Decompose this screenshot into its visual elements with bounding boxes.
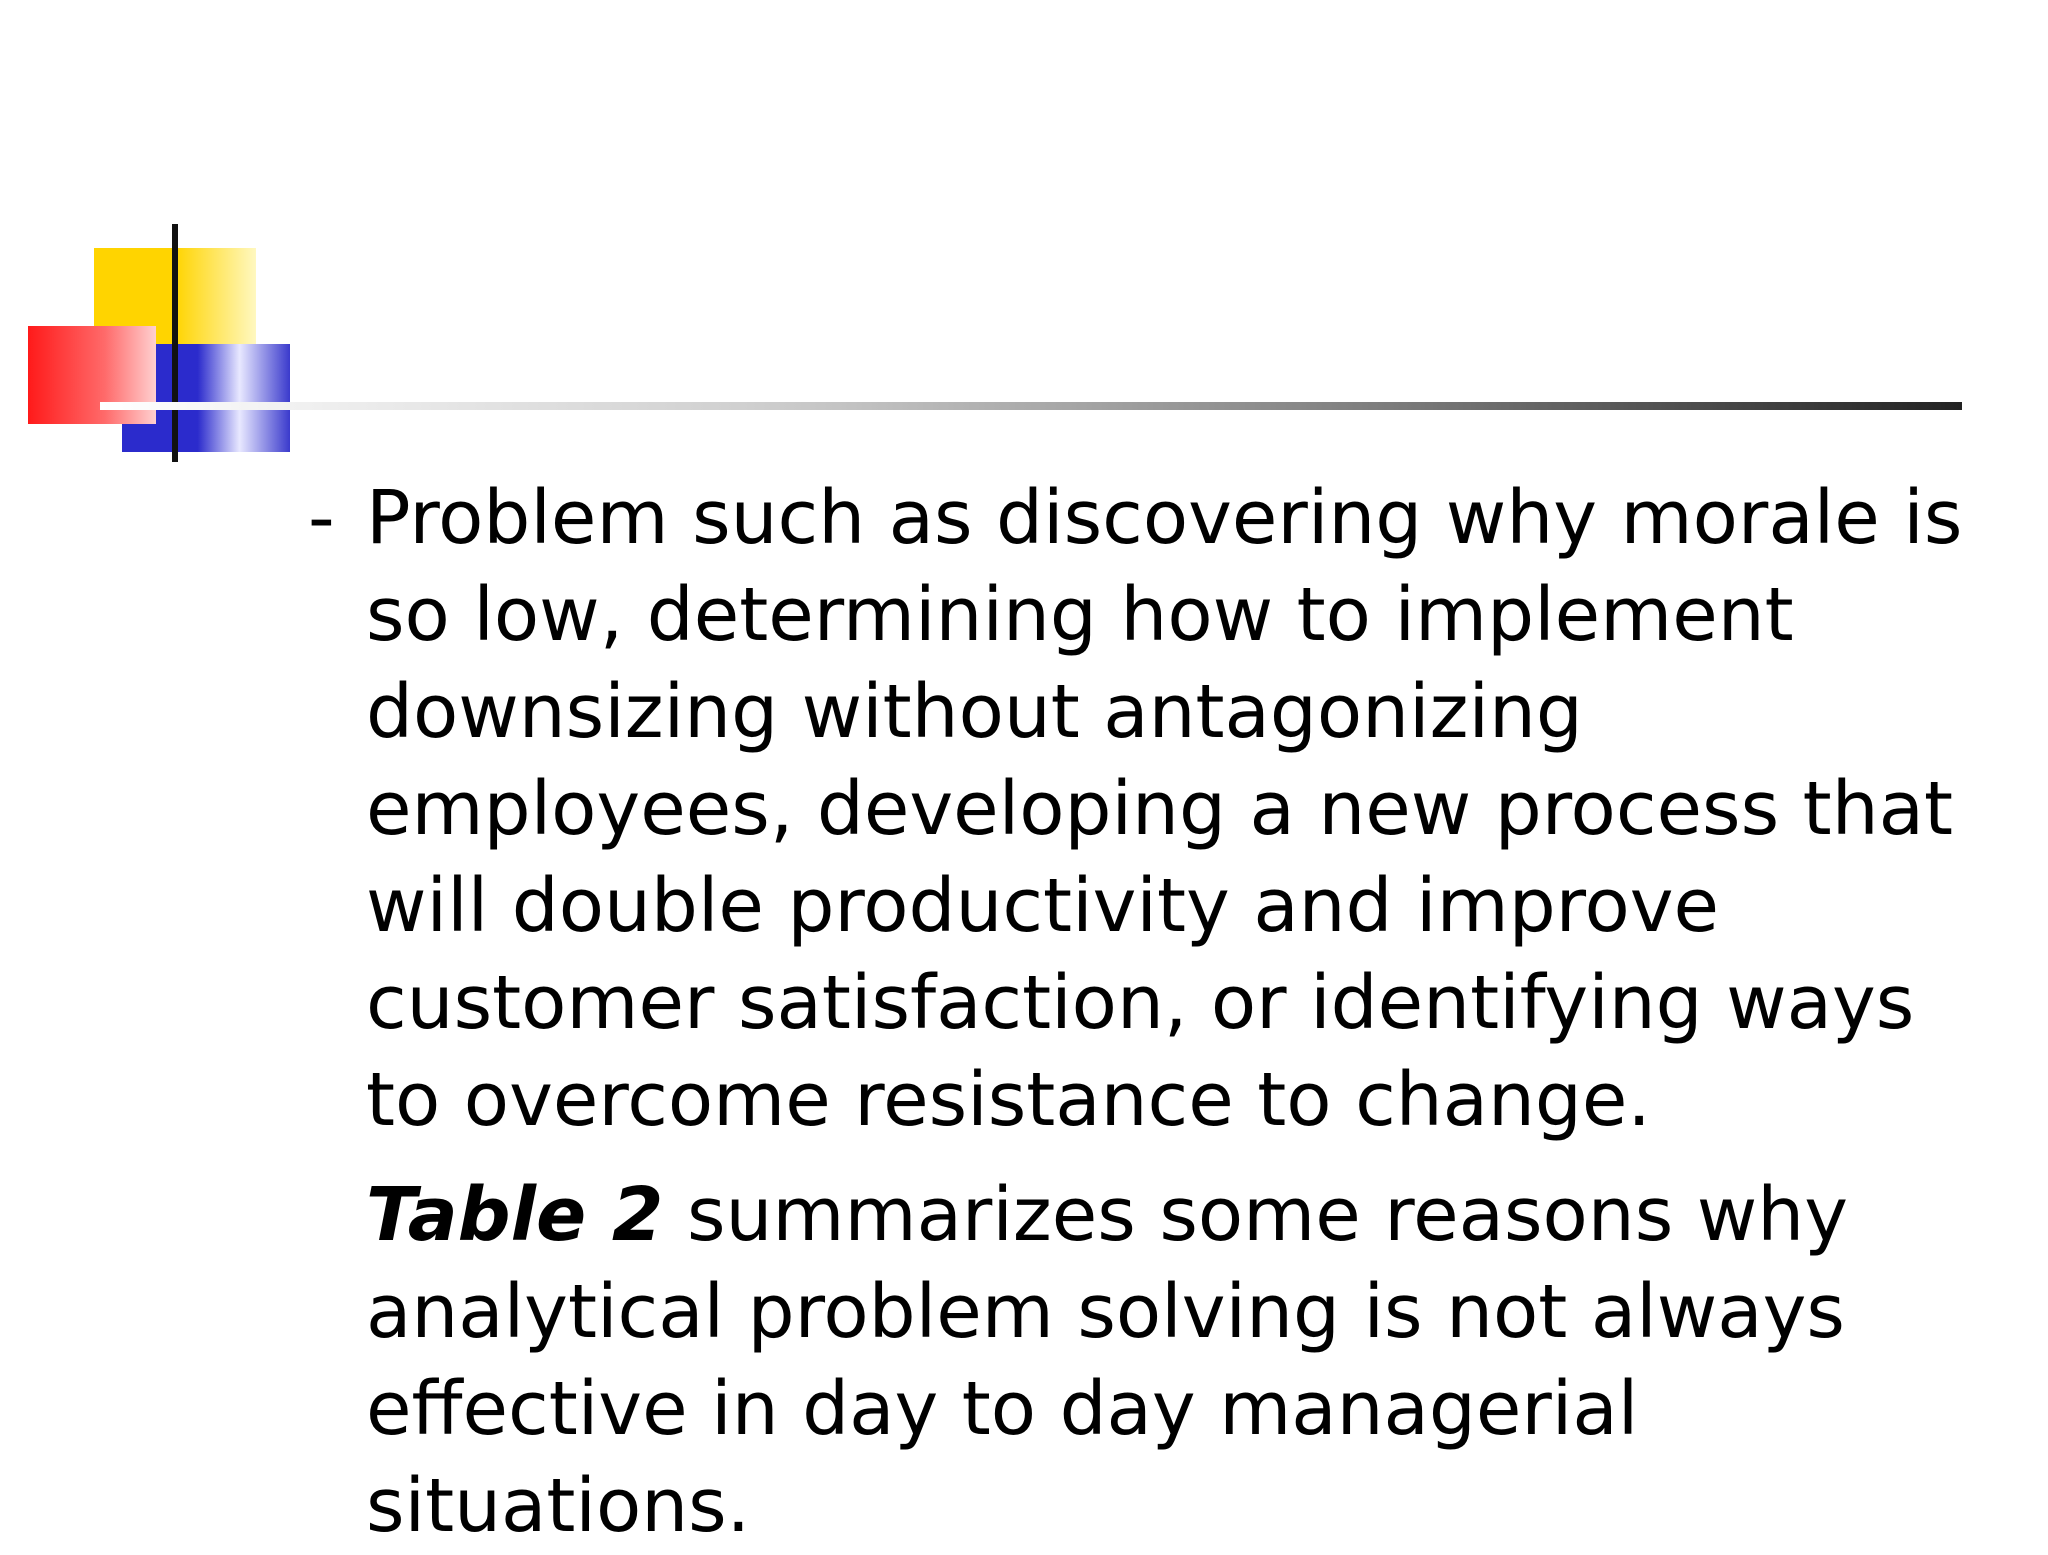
slide-decoration [0, 0, 2048, 480]
table-reference: Table 2 [366, 1172, 664, 1258]
vertical-divider-line [172, 224, 178, 462]
slide-body [308, 470, 2008, 1555]
color-blocks-logo-icon [28, 224, 290, 462]
paragraph-1 [308, 470, 2008, 1149]
paragraph-2-text: summarizes some reasons why analytical problem solving is not always effective in day to day managerial situations. [366, 1172, 1848, 1549]
paragraph-1-text: Problem such as discovering why morale is so low, determining how to implement downsizing without antagonizing employees, developing a new process that will double productivity and improve customer satisfaction, or identifying ways to overcome resistance to change. [366, 475, 1963, 1143]
horizontal-rule [100, 402, 1962, 410]
paragraph-2 [308, 1167, 2008, 1555]
bullet-dash: - [308, 475, 335, 561]
